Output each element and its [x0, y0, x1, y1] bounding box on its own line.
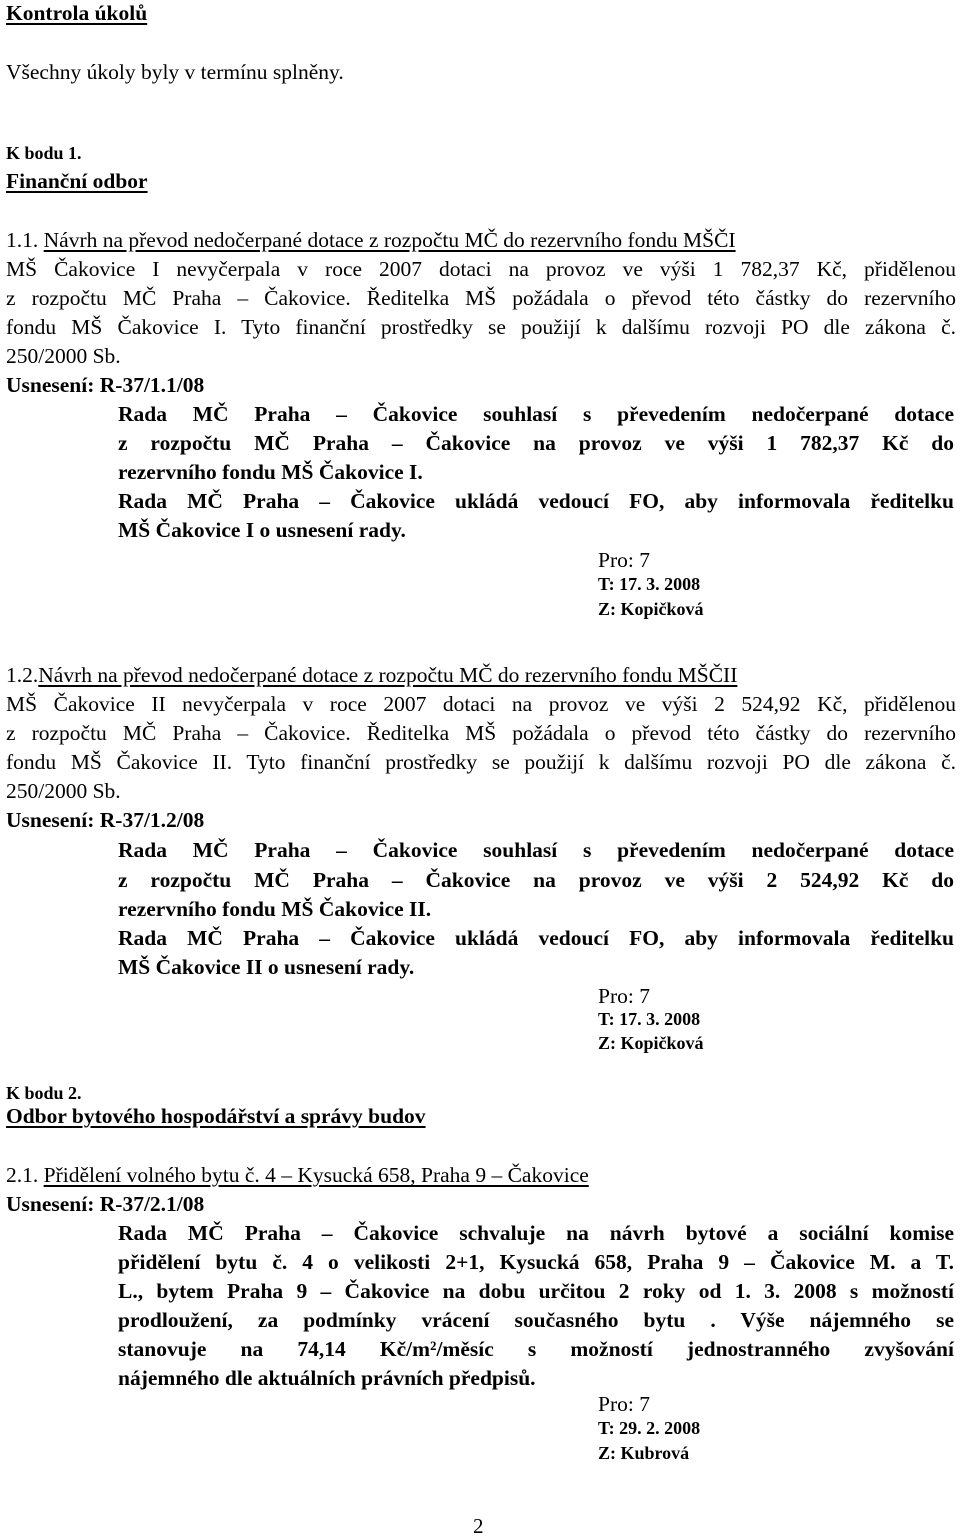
- item-1-2-title: Návrh na převod nedočerpané dotace z rozpočtu MČ do rezervního fondu MŠČII: [38, 663, 738, 687]
- item-1-2-termin: T: 17. 3. 2008: [598, 1009, 701, 1029]
- section2-kbodu: K bodu 2.: [6, 1083, 82, 1103]
- section1-kbodu: K bodu 1.: [6, 143, 82, 163]
- item-1-1-heading: [6, 230, 736, 252]
- item-2-1-resolution-label: Usnesení: R-37/2.1/08: [6, 1192, 205, 1216]
- item-1-1-line: 250/2000 Sb.: [6, 344, 121, 368]
- item-1-1-line: fondu MŠ Čakovice I. Tyto finanční prostředky se použijí k dalšímu rozvoji PO dle zákona č.: [6, 315, 956, 339]
- item-2-1-heading: [6, 1165, 589, 1187]
- item-1-1-pro: Pro: 7: [598, 548, 650, 572]
- page-number: 2: [473, 1514, 484, 1538]
- item-2-1-pro: Pro: 7: [598, 1392, 650, 1416]
- item-1-2-resolution-line: MŠ Čakovice II o usnesení rady.: [118, 955, 415, 979]
- item-2-1-resolution-line: Rada MČ Praha – Čakovice schvaluje na návrh bytové a sociální komise: [118, 1221, 954, 1245]
- section1-title: Finanční odbor: [6, 169, 148, 193]
- item-1-2-resolution-line: Rada MČ Praha – Čakovice souhlasí s převedením nedočerpané dotace: [118, 838, 954, 862]
- item-1-2-pro: Pro: 7: [598, 984, 650, 1008]
- item-1-2-resolution-line: Rada MČ Praha – Čakovice ukládá vedoucí FO, aby informovala ředitelku: [118, 926, 954, 950]
- item-1-2-line: 250/2000 Sb.: [6, 779, 121, 803]
- item-2-1-termin: T: 29. 2. 2008: [598, 1418, 701, 1438]
- item-1-1-resolution-line: z rozpočtu MČ Praha – Čakovice na provoz ve výši 1 782,37 Kč do: [118, 431, 954, 455]
- item-1-2-line: MŠ Čakovice II nevyčerpala v roce 2007 dotaci na provoz ve výši 2 524,92 Kč, přidělenou: [6, 692, 956, 716]
- item-1-2-resolution-label: Usnesení: R-37/1.2/08: [6, 808, 205, 832]
- item-1-2-line: z rozpočtu MČ Praha – Čakovice. Ředitelka MŠ požádala o převod této částky do rezervního: [6, 721, 956, 745]
- item-1-1-resolution-label: Usnesení: R-37/1.1/08: [6, 373, 205, 397]
- item-2-1-resolution-line: stanovuje na 74,14 Kč/m²/měsíc s možností jednostranného zvyšování: [118, 1337, 954, 1361]
- item-1-1-resolution-line: Rada MČ Praha – Čakovice souhlasí s převedením nedočerpané dotace: [118, 402, 954, 426]
- item-1-1-number: 1.1.: [6, 228, 39, 252]
- item-1-1-resolution-line: rezervního fondu MŠ Čakovice I.: [118, 460, 423, 484]
- item-2-1-number: 2.1.: [6, 1163, 39, 1187]
- item-1-1-line: z rozpočtu MČ Praha – Čakovice. Ředitelka MŠ požádala o převod této částky do rezervního: [6, 286, 956, 310]
- item-1-1-resolution-line: MŠ Čakovice I o usnesení rady.: [118, 518, 406, 542]
- section2-title: Odbor bytového hospodářství a správy budov: [6, 1104, 426, 1128]
- section-heading: Kontrola úkolů: [6, 1, 148, 25]
- item-1-2-line: fondu MŠ Čakovice II. Tyto finanční prostředky se použijí k dalšímu rozvoji PO dle zákona č.: [6, 750, 956, 774]
- item-1-2-heading: [6, 665, 737, 687]
- item-1-2-number: 1.2.: [6, 663, 39, 687]
- item-2-1-resolution-line: přidělení bytu č. 4 o velikosti 2+1, Kysucká 658, Praha 9 – Čakovice M. a T.: [118, 1250, 954, 1274]
- item-1-2-zodpovida: Z: Kopičková: [598, 1033, 704, 1053]
- item-1-2-resolution-line: z rozpočtu MČ Praha – Čakovice na provoz ve výši 2 524,92 Kč do: [118, 868, 954, 892]
- item-2-1-zodpovida: Z: Kubrová: [598, 1443, 690, 1463]
- item-2-1-title: Přidělení volného bytu č. 4 – Kysucká 658, Praha 9 – Čakovice: [43, 1163, 589, 1187]
- item-2-1-resolution-line: L., bytem Praha 9 – Čakovice na dobu určitou 2 roky od 1. 3. 2008 s možností: [118, 1279, 954, 1303]
- item-2-1-resolution-line: prodloužení, za podmínky vrácení současného bytu . Výše nájemného se: [118, 1308, 954, 1332]
- intro-text: Všechny úkoly byly v termínu splněny.: [6, 60, 344, 84]
- item-1-1-termin: T: 17. 3. 2008: [598, 574, 701, 594]
- item-1-1-title: Návrh na převod nedočerpané dotace z rozpočtu MČ do rezervního fondu MŠČI: [43, 228, 736, 252]
- item-2-1-resolution-line: nájemného dle aktuálních právních předpisů.: [118, 1366, 536, 1390]
- item-1-1-resolution-line: Rada MČ Praha – Čakovice ukládá vedoucí FO, aby informovala ředitelku: [118, 489, 954, 513]
- item-1-1-zodpovida: Z: Kopičková: [598, 599, 704, 619]
- item-1-2-resolution-line: rezervního fondu MŠ Čakovice II.: [118, 897, 432, 921]
- item-1-1-line: MŠ Čakovice I nevyčerpala v roce 2007 dotaci na provoz ve výši 1 782,37 Kč, přidělenou: [6, 257, 956, 281]
